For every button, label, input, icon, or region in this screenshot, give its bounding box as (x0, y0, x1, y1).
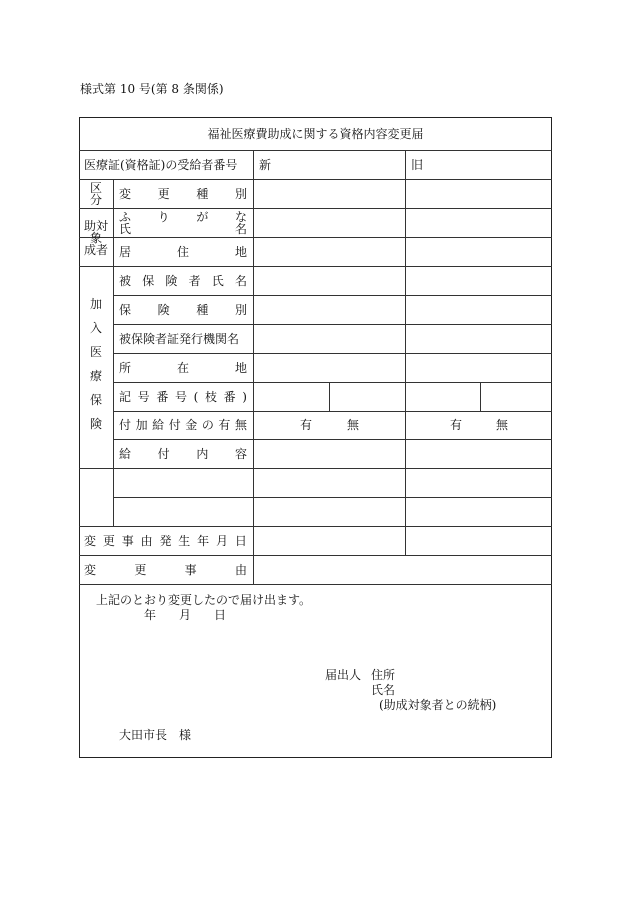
grid-line (79, 526, 552, 527)
furigana-label: ふ り が な (119, 210, 247, 224)
grid-line (113, 179, 114, 526)
section-kanyu-char: 加 (89, 297, 102, 311)
section-kubun-char: 分 (89, 193, 102, 207)
grid-line (79, 237, 552, 238)
grid-line (79, 555, 552, 556)
recipient-number-label: 医療証(資格証)の受給者番号 (84, 158, 238, 172)
grid-line (79, 266, 552, 267)
section-josei-line: 成者 (83, 243, 108, 257)
grid-line (79, 208, 552, 209)
change-reason-date-label: 変 更 事 由 発 生 年 月 日 (84, 534, 247, 548)
change-type-label: 変 更 種 別 (119, 187, 247, 201)
section-kanyu-char: 入 (89, 321, 102, 335)
section-kanyu-iryo-hoken (79, 298, 113, 430)
declaration-statement: 上記のとおり変更したので届け出ます。 (96, 593, 312, 607)
date-month-label: 月 (179, 608, 192, 622)
grid-line (113, 324, 552, 325)
addressee: 大田市長 様 (119, 728, 192, 742)
grid-line (113, 411, 552, 412)
grid-line (480, 382, 481, 411)
relationship-label: (助成対象者との続柄) (379, 698, 497, 712)
section-josei-taishosha (79, 220, 113, 256)
old-yes-option[interactable]: 有 (450, 418, 463, 432)
section-kubun (79, 182, 113, 206)
section-kanyu-char: 医 (89, 345, 102, 359)
section-kubun-char: 区 (89, 181, 102, 195)
section-josei-line: 助対 (83, 219, 108, 233)
new-number-field[interactable] (254, 151, 405, 179)
form-number: 様式第 10 号(第 8 条関係) (80, 82, 224, 96)
section-josei-line: 象 (89, 231, 102, 245)
section-kanyu-char: 保 (89, 393, 102, 407)
section-kanyu-char: 療 (89, 369, 102, 383)
additional-benefit-label: 付 加 給 付 金 の 有 無 (119, 418, 247, 432)
address-label: 住所 (371, 668, 396, 682)
grid-line (405, 150, 406, 555)
issuing-institution-label: 被保険者証発行機関名 (119, 332, 240, 346)
location-label: 所 在 地 (119, 361, 247, 375)
grid-line (113, 382, 552, 383)
grid-line (253, 150, 254, 584)
grid-line (113, 295, 552, 296)
old-no-option[interactable]: 無 (496, 418, 509, 432)
residence-label: 居 住 地 (119, 245, 247, 259)
change-reason-label: 変 更 事 由 (84, 563, 247, 577)
grid-line (113, 353, 552, 354)
date-day-label: 日 (214, 608, 227, 622)
grid-line (79, 584, 552, 585)
grid-line (113, 439, 552, 440)
old-number-label: 旧 (411, 158, 424, 172)
insured-name-label: 被 保 険 者 氏 名 (119, 274, 247, 288)
grid-line (329, 382, 330, 411)
section-kanyu-char: 険 (89, 417, 102, 431)
grid-line (79, 179, 552, 180)
name-field-label: 氏名 (371, 683, 396, 697)
grid-line (79, 468, 552, 469)
grid-line (113, 497, 552, 498)
applicant-label: 届出人 (325, 668, 362, 682)
new-number-label: 新 (259, 158, 272, 172)
date-year-label: 年 (144, 608, 157, 622)
symbol-number-label: 記 号 番 号 ( 枝 番 ) (119, 390, 247, 404)
form-title: 福祉医療費助成に関する資格内容変更届 (207, 127, 424, 141)
old-number-field[interactable] (406, 151, 552, 179)
benefit-content-label: 給 付 内 容 (119, 447, 247, 461)
name-label: 氏 名 (119, 222, 247, 236)
insurance-type-label: 保 険 種 別 (119, 303, 247, 317)
new-no-option[interactable]: 無 (347, 418, 360, 432)
new-yes-option[interactable]: 有 (300, 418, 313, 432)
